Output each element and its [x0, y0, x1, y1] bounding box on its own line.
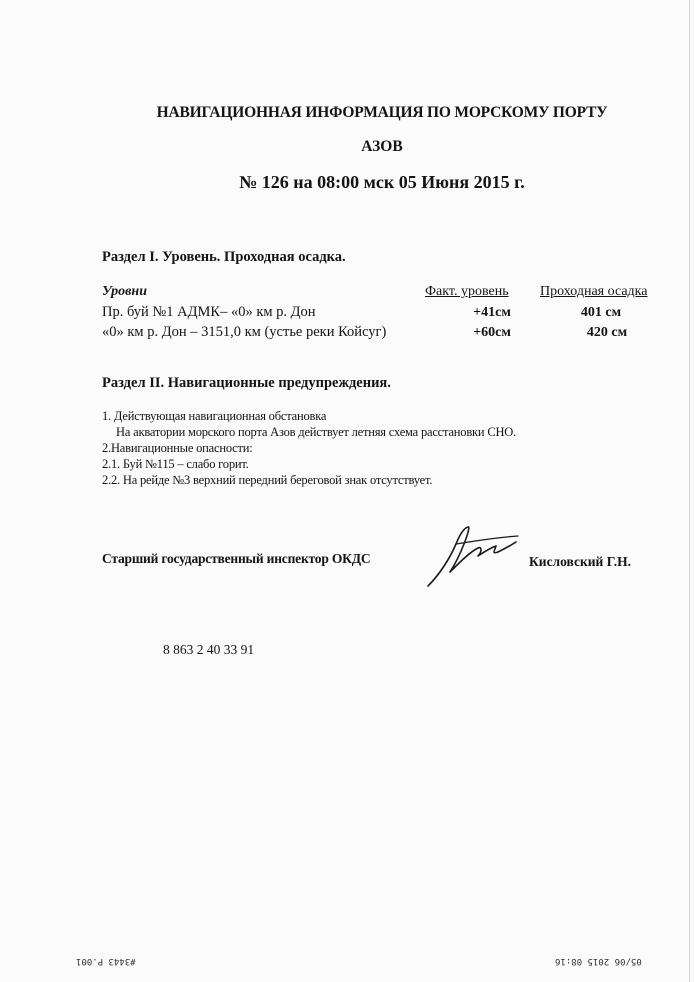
table-row-fact: +41см: [473, 305, 511, 320]
column-header-draft: Проходная осадка: [540, 284, 648, 299]
warning-line: На акватории морского порта Азов действует летняя схема расстановки СНО.: [116, 425, 517, 439]
section1-title: Раздел I. Уровень. Проходная осадка.: [102, 249, 346, 265]
bulletin-number-date: № 126 на 08:00 мск 05 Июня 2015 г.: [239, 172, 525, 192]
warning-line: 1. Действующая навигационная обстановка: [102, 409, 327, 423]
table-row-name: Пр. буй №1 АДМК– «0» км р. Дон: [102, 304, 316, 320]
contact-phone: 8 863 2 40 33 91: [163, 642, 255, 657]
warning-line: 2.Навигационные опасности:: [102, 441, 253, 455]
fax-timestamp-footer: 05/06 2015 08:16: [555, 956, 642, 966]
scan-edge-line: [689, 0, 690, 982]
warning-line: 2.2. На рейде №3 верхний передний береговой знак отсутствует.: [102, 473, 433, 487]
fax-page-footer: #3443 P.001: [76, 956, 136, 966]
warning-line: 2.1. Буй №115 – слабо горит.: [102, 457, 249, 471]
section2-title: Раздел II. Навигационные предупреждения.: [102, 375, 391, 391]
column-header-levels: Уровни: [102, 284, 147, 299]
document-title: НАВИГАЦИОННАЯ ИНФОРМАЦИЯ ПО МОРСКОМУ ПОРТУ: [156, 104, 608, 121]
signatory-position: Старший государственный инспектор ОКДС: [102, 551, 371, 566]
table-row-name: «0» км р. Дон – 3151,0 км (устье реки Койсуг): [102, 324, 387, 340]
table-row-fact: +60см: [473, 325, 511, 340]
column-header-actual-level: Факт. уровень: [425, 284, 509, 299]
table-row-draft: 401 см: [580, 305, 622, 320]
signatory-name: Кисловский Г.Н.: [529, 554, 632, 569]
handwritten-signature: [420, 522, 530, 592]
table-row-draft: 420 см: [586, 325, 628, 340]
port-name: АЗОВ: [361, 138, 403, 155]
